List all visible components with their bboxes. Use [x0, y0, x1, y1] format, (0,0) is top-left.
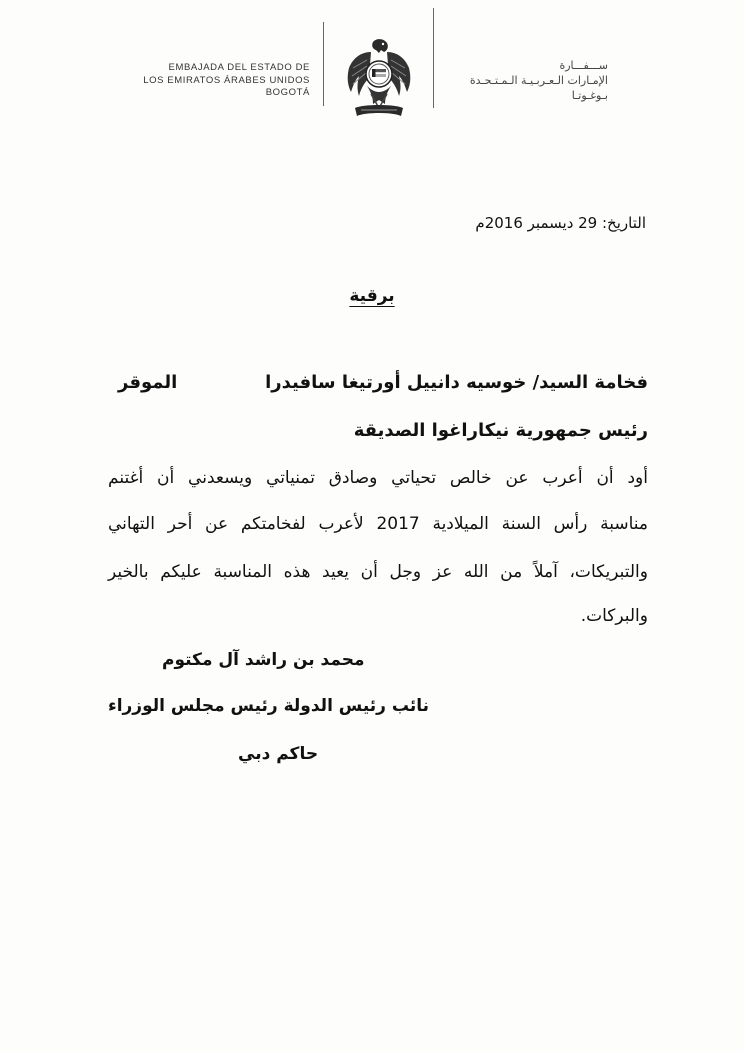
letterhead-spanish-line-1: EMBAJADA DEL ESTADO DE	[168, 62, 310, 73]
signature-ruler: حاكم دبي	[238, 744, 319, 764]
addressee-name: فخامة السيد/ خوسيه دانييل أورتيغا سافيدرا	[265, 372, 648, 393]
letterhead-spanish-line-2: LOS EMIRATOS ÁRABES UNIDOS	[143, 74, 310, 86]
letter-title	[0, 286, 744, 306]
signature-position: نائب رئيس الدولة رئيس مجلس الوزراء	[108, 696, 430, 716]
addressee-line	[108, 372, 648, 393]
body-line-3: والتبريكات، آملاً من الله عز وجل أن يعيد هذه المناسبة عليكم بالخير	[108, 562, 648, 582]
letterhead-arabic-line-1: ســـفـــارة	[559, 59, 608, 72]
body-line-1: أود أن أعرب عن خالص تحياتي وصادق تمنياتي ويسعدني أن أغتنم	[108, 468, 648, 488]
letterhead-arabic	[448, 58, 608, 103]
addressee-title: رئيس جمهورية نيكاراغوا الصديقة	[353, 420, 648, 441]
addressee-honorific: الموقر	[118, 372, 178, 393]
signature-name: محمد بن راشد آل مكتوم	[162, 650, 365, 670]
letterhead-divider-left	[323, 22, 324, 106]
letterhead-arabic-line-2: الإمـارات الـعـربـيـة الـمـتـحـدة	[469, 74, 608, 87]
uae-emblem-icon	[343, 38, 415, 120]
letter-date: التاريخ: 29 ديسمبر 2016م	[475, 214, 646, 232]
letter-title-text: برقية	[349, 286, 395, 306]
letterhead-divider-right	[433, 8, 434, 108]
body-line-4: والبركات.	[580, 606, 648, 626]
letterhead-spanish	[90, 62, 310, 100]
letterhead-arabic-line-3: بـوغـوتـا	[571, 89, 608, 102]
body-line-2: مناسبة رأس السنة الميلادية 2017 لأعرب لفخامتكم عن أحر التهاني	[108, 514, 649, 534]
letterhead-spanish-line-3: BOGOTÁ	[265, 87, 310, 98]
